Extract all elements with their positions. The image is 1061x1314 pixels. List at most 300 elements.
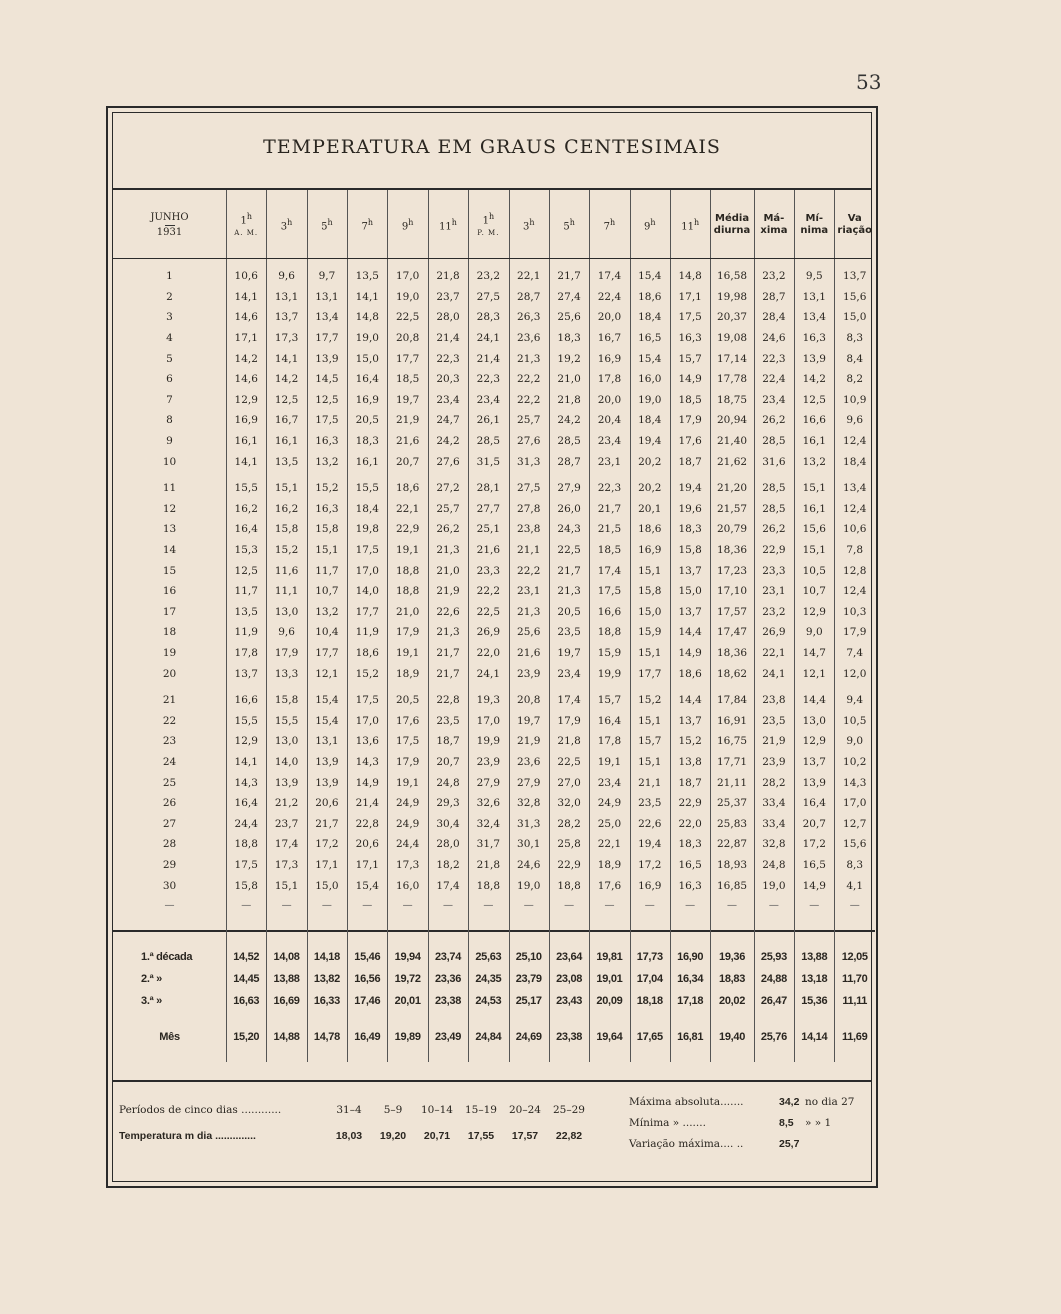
stat-label: Variação máxima.... .. <box>629 1138 744 1150</box>
value-cell: 26,0 <box>557 502 581 515</box>
summary-value: 19,81 <box>596 950 623 963</box>
value-cell: 31,5 <box>476 455 501 468</box>
value-cell: 28,5 <box>762 502 786 515</box>
header-hour-suffix: h <box>287 217 293 227</box>
table-row <box>113 581 875 602</box>
value-cell: 27,0 <box>557 776 581 789</box>
header-divider <box>112 258 872 259</box>
value-cell: 16,75 <box>717 735 748 748</box>
value-cell: 18,6 <box>355 646 379 659</box>
value-cell: 20,8 <box>517 694 541 707</box>
value-cell: 17,0 <box>395 270 420 283</box>
value-cell: 21,4 <box>355 797 379 810</box>
value-cell: 23,5 <box>762 714 786 727</box>
value-cell: 17,78 <box>717 373 748 386</box>
table-row <box>113 663 875 684</box>
dash-cell: — <box>768 900 779 912</box>
value-cell: 21,57 <box>717 502 748 515</box>
value-cell: 22,4 <box>762 373 786 386</box>
value-cell: 22,3 <box>436 352 460 365</box>
value-cell: 27,6 <box>436 455 460 468</box>
value-cell: 17,4 <box>557 694 581 707</box>
summary-value: 11,11 <box>842 994 868 1007</box>
value-cell: 20,6 <box>355 838 379 851</box>
value-cell: 27,7 <box>476 502 501 515</box>
value-cell: 12,5 <box>802 393 826 406</box>
header-hour-10 <box>589 192 629 258</box>
summary-value: 25,63 <box>475 950 502 963</box>
value-cell: 22,0 <box>678 817 702 830</box>
value-cell: 22,2 <box>517 564 541 577</box>
header-hour-suffix: h <box>451 217 457 227</box>
value-cell: 15,0 <box>355 352 379 365</box>
spacer-top-cell <box>113 258 875 266</box>
page-number: 53 <box>856 70 882 94</box>
header-hour-4 <box>347 192 387 258</box>
month-value: 14,14 <box>801 1030 828 1043</box>
value-cell: 13,1 <box>315 735 339 748</box>
header-hour-value: 5 <box>563 221 570 233</box>
value-cell: 28,2 <box>762 776 786 789</box>
value-cell: 15,1 <box>274 482 299 495</box>
value-cell: 24,3 <box>557 523 581 536</box>
value-cell: 12,0 <box>843 667 867 680</box>
value-cell: 13,4 <box>843 482 867 495</box>
period-value: 5–9 <box>383 1104 403 1116</box>
dash-cell: — <box>727 900 738 912</box>
value-cell: 15,1 <box>802 544 826 557</box>
value-cell: 22,0 <box>476 646 501 659</box>
day-cell: 15 <box>162 564 177 577</box>
table-row <box>113 813 875 834</box>
period-temperature: 22,82 <box>555 1130 583 1142</box>
summary-value: 23,08 <box>556 972 583 985</box>
day-cell: 14 <box>162 544 177 557</box>
summary-value: 14,18 <box>313 950 340 963</box>
value-cell: 15,1 <box>274 879 299 892</box>
column-rule <box>710 190 711 1062</box>
value-cell: 12,1 <box>802 667 826 680</box>
column-rule <box>589 190 590 1062</box>
summary-value: 19,01 <box>596 972 623 985</box>
column-rule <box>307 190 308 1062</box>
value-cell: 16,2 <box>274 502 299 515</box>
value-cell: 19,1 <box>395 544 420 557</box>
header-variacao-line1: Va <box>847 213 862 224</box>
value-cell: 14,9 <box>678 373 702 386</box>
value-cell: 21,8 <box>476 858 501 871</box>
value-cell: 19,7 <box>517 714 541 727</box>
temperature-table-body <box>113 258 875 1062</box>
value-cell: 17,4 <box>597 564 622 577</box>
value-cell: 18,93 <box>717 858 748 871</box>
value-cell: 19,4 <box>638 435 662 448</box>
header-hour-suffix: h <box>693 217 700 227</box>
value-cell: 13,7 <box>678 605 702 618</box>
value-cell: 10,4 <box>315 626 339 639</box>
header-media-line2: diurna <box>713 225 751 236</box>
value-cell: 20,5 <box>355 414 379 427</box>
value-cell: 24,1 <box>762 667 786 680</box>
value-cell: 21,7 <box>597 502 622 515</box>
value-cell: 20,5 <box>395 694 420 707</box>
header-variacao-line2: riação <box>837 225 873 236</box>
value-cell: 21,11 <box>717 776 748 789</box>
value-cell: 13,2 <box>802 455 826 468</box>
dash-cell: — <box>604 900 615 912</box>
value-cell: 11,9 <box>355 626 379 639</box>
day-cell: 29 <box>162 858 177 871</box>
value-cell: 17,9 <box>557 714 581 727</box>
value-cell: 26,2 <box>762 414 786 427</box>
header-hour-3 <box>307 192 347 258</box>
value-cell: 16,4 <box>802 797 826 810</box>
summary-value: 13,18 <box>801 972 828 985</box>
value-cell: 22,2 <box>476 585 501 598</box>
dash-cell: — <box>443 900 453 912</box>
value-cell: 21,7 <box>557 564 581 577</box>
header-hour-value: 1 <box>482 215 489 227</box>
period-temperature: 17,57 <box>511 1130 539 1142</box>
value-cell: 23,1 <box>517 585 541 598</box>
value-cell: 14,4 <box>678 626 702 639</box>
value-cell: 23,5 <box>436 714 460 727</box>
dash-cell: — <box>809 900 820 912</box>
header-hour-period: A. M. <box>234 229 259 238</box>
value-cell: 14,1 <box>234 290 258 303</box>
value-cell: 20,0 <box>597 393 622 406</box>
value-cell: 21,3 <box>557 585 581 598</box>
summary-spacer <box>113 931 875 946</box>
value-cell: 10,3 <box>843 605 867 618</box>
value-cell: 15,8 <box>678 544 702 557</box>
value-cell: 27,5 <box>517 482 541 495</box>
header-hour-6 <box>428 192 468 258</box>
value-cell: 21,9 <box>762 735 786 748</box>
value-cell: 14,8 <box>678 270 702 283</box>
value-cell: 20,7 <box>395 455 420 468</box>
value-cell: 16,4 <box>234 797 258 810</box>
value-cell: 11,9 <box>234 626 258 639</box>
summary-value: 25,10 <box>515 950 542 963</box>
day-cell: 30 <box>162 879 177 892</box>
day-cell: 18 <box>162 626 177 639</box>
day-cell: 20 <box>162 667 177 680</box>
value-cell: 18,5 <box>678 393 702 406</box>
value-cell: 21,7 <box>436 667 460 680</box>
value-cell: 12,5 <box>274 393 299 406</box>
value-cell: 24,9 <box>395 817 420 830</box>
value-cell: 15,0 <box>843 311 867 324</box>
summary-row <box>113 946 875 968</box>
value-cell: 13,7 <box>802 755 826 768</box>
value-cell: 18,8 <box>234 838 258 851</box>
value-cell: 21,2 <box>274 797 299 810</box>
value-cell: 23,6 <box>517 755 541 768</box>
summary-value: 15,46 <box>354 950 381 963</box>
summary-value: 19,94 <box>394 950 421 963</box>
header-hour-value: 7 <box>603 221 611 233</box>
day-cell: 11 <box>162 482 177 495</box>
value-cell: 9,7 <box>318 270 336 283</box>
table-row <box>113 643 875 664</box>
value-cell: 18,62 <box>717 667 748 680</box>
value-cell: 24,8 <box>762 858 786 871</box>
value-cell: 16,9 <box>638 879 662 892</box>
value-cell: 24,9 <box>597 797 622 810</box>
month-value: 11,69 <box>842 1030 868 1043</box>
value-cell: 15,8 <box>234 879 258 892</box>
value-cell: 32,8 <box>762 838 786 851</box>
month-value: 16,49 <box>354 1030 381 1043</box>
header-media <box>710 192 753 258</box>
value-cell: 21,3 <box>517 605 541 618</box>
value-cell: 17,2 <box>638 858 662 871</box>
value-cell: 10,7 <box>802 585 826 598</box>
bottom-spacer-cell <box>113 1048 875 1062</box>
value-cell: 19,7 <box>557 646 581 659</box>
value-cell: 22,6 <box>436 605 460 618</box>
column-rule <box>670 190 671 1062</box>
header-media-line1: Média <box>715 213 750 224</box>
value-cell: 18,5 <box>597 544 622 557</box>
value-cell: 23,4 <box>597 435 622 448</box>
value-cell: 22,1 <box>395 502 420 515</box>
value-cell: 15,4 <box>638 352 662 365</box>
summary-value: 19,36 <box>719 950 746 963</box>
value-cell: 15,7 <box>597 694 622 707</box>
value-cell: 13,3 <box>274 667 299 680</box>
summary-value: 20,01 <box>394 994 421 1007</box>
value-cell: 17,6 <box>597 879 622 892</box>
month-value: 19,64 <box>596 1030 623 1043</box>
value-cell: 13,0 <box>274 605 299 618</box>
value-cell: 24,1 <box>476 667 501 680</box>
value-cell: 22,9 <box>678 797 702 810</box>
value-cell: 14,7 <box>802 646 826 659</box>
value-cell: 21,1 <box>517 544 541 557</box>
table-row <box>113 793 875 814</box>
value-cell: 13,9 <box>802 352 826 365</box>
value-cell: 22,2 <box>517 393 541 406</box>
header-minima-line1: Mí- <box>805 213 824 224</box>
value-cell: 13,1 <box>802 290 826 303</box>
value-cell: 12,8 <box>843 564 867 577</box>
table-row <box>113 710 875 731</box>
table-row <box>113 499 875 520</box>
value-cell: 19,0 <box>762 879 786 892</box>
value-cell: 7,4 <box>846 646 864 659</box>
day-cell: 6 <box>166 373 173 386</box>
header-month: JUNHO <box>150 211 189 223</box>
value-cell: 21,5 <box>597 523 622 536</box>
summary-value: 23,36 <box>434 972 462 985</box>
value-cell: 26,9 <box>762 626 786 639</box>
table-row <box>113 451 875 472</box>
value-cell: 23,5 <box>557 626 581 639</box>
value-cell: 22,3 <box>476 373 501 386</box>
value-cell: 28,5 <box>762 482 786 495</box>
value-cell: 18,4 <box>638 311 662 324</box>
summary-value: 12,05 <box>841 950 868 963</box>
summary-value: 16,90 <box>677 950 704 963</box>
value-cell: 30,1 <box>517 838 541 851</box>
value-cell: 17,1 <box>355 858 379 871</box>
summary-value: 25,17 <box>515 994 542 1007</box>
value-cell: 17,0 <box>843 797 867 810</box>
value-cell: 22,5 <box>476 605 501 618</box>
value-cell: 26,2 <box>436 523 460 536</box>
value-cell: 18,6 <box>395 482 420 495</box>
value-cell: 20,2 <box>638 455 662 468</box>
value-cell: 17,10 <box>717 585 748 598</box>
value-cell: 17,57 <box>717 605 748 618</box>
table-row <box>113 622 875 643</box>
value-cell: 16,6 <box>234 694 258 707</box>
value-cell: 17,7 <box>355 605 379 618</box>
value-cell: 16,9 <box>234 414 258 427</box>
summary-value: 17,73 <box>636 950 663 963</box>
value-cell: 15,1 <box>638 564 662 577</box>
value-cell: 12,5 <box>234 564 258 577</box>
value-cell: 27,9 <box>517 776 541 789</box>
value-cell: 21,1 <box>638 776 662 789</box>
value-cell: 8,3 <box>846 332 864 345</box>
column-rule <box>630 190 631 1062</box>
value-cell: 15,4 <box>315 694 339 707</box>
header-hour-7 <box>468 192 508 258</box>
value-cell: 12,4 <box>843 435 867 448</box>
summary-value: 18,18 <box>636 994 663 1007</box>
value-cell: 8,2 <box>846 373 864 386</box>
summary-value: 20,02 <box>719 994 746 1007</box>
month-value: 14,88 <box>273 1030 300 1043</box>
value-cell: 29,3 <box>436 797 460 810</box>
day-cell: 9 <box>166 435 173 448</box>
value-cell: 14,2 <box>274 373 299 386</box>
value-cell: 20,7 <box>802 817 826 830</box>
value-cell: 23,1 <box>762 585 786 598</box>
day-cell: 13 <box>162 523 177 536</box>
header-hour-suffix: h <box>408 217 414 227</box>
summary-value: 23,43 <box>556 994 583 1007</box>
value-cell: 16,1 <box>355 455 379 468</box>
value-cell: 19,6 <box>678 502 702 515</box>
header-minima <box>794 192 834 258</box>
value-cell: 33,4 <box>762 817 786 830</box>
value-cell: 27,9 <box>557 482 581 495</box>
value-cell: 16,3 <box>315 502 339 515</box>
day-cell: 21 <box>162 694 177 707</box>
period-value: 10–14 <box>421 1104 453 1116</box>
value-cell: 28,7 <box>557 455 581 468</box>
value-cell: 20,37 <box>717 311 748 324</box>
value-cell: 15,2 <box>355 667 379 680</box>
value-cell: 16,85 <box>717 879 748 892</box>
table-row <box>113 690 875 711</box>
value-cell: 17,9 <box>843 626 867 639</box>
value-cell: 16,91 <box>717 714 748 727</box>
column-rule <box>468 190 469 1062</box>
value-cell: 24,1 <box>476 332 501 345</box>
value-cell: 19,4 <box>678 482 702 495</box>
value-cell: 21,6 <box>476 544 501 557</box>
month-value: 14,78 <box>313 1030 340 1043</box>
value-cell: 20,94 <box>717 414 748 427</box>
value-cell: 14,2 <box>234 352 258 365</box>
value-cell: 22,1 <box>597 838 622 851</box>
value-cell: 24,6 <box>517 858 541 871</box>
value-cell: 15,2 <box>678 735 702 748</box>
value-cell: 16,7 <box>274 414 299 427</box>
value-cell: 21,4 <box>476 352 501 365</box>
value-cell: 23,9 <box>476 755 501 768</box>
value-cell: 13,1 <box>315 290 339 303</box>
value-cell: 19,1 <box>395 646 420 659</box>
value-cell: 14,1 <box>234 455 258 468</box>
header-hour-suffix: h <box>650 217 656 227</box>
period-value: 25–29 <box>553 1104 585 1116</box>
value-cell: 19,9 <box>597 667 622 680</box>
value-cell: 15,1 <box>638 646 662 659</box>
value-cell: 24,4 <box>234 817 258 830</box>
value-cell: 22,87 <box>717 838 748 851</box>
value-cell: 15,9 <box>638 626 662 639</box>
value-cell: 20,4 <box>597 414 622 427</box>
value-cell: 9,5 <box>805 270 823 283</box>
header-month-year <box>113 192 226 258</box>
value-cell: 17,5 <box>597 585 622 598</box>
value-cell: 18,7 <box>678 776 702 789</box>
value-cell: 15,6 <box>843 290 867 303</box>
value-cell: 20,2 <box>638 482 662 495</box>
period-value: 20–24 <box>509 1104 541 1116</box>
summary-row <box>113 968 875 990</box>
value-cell: 21,7 <box>557 270 581 283</box>
header-hour-12 <box>670 192 710 258</box>
value-cell: 20,6 <box>315 797 339 810</box>
value-cell: 22,4 <box>597 290 622 303</box>
value-cell: 13,9 <box>315 776 339 789</box>
value-cell: 18,4 <box>843 455 867 468</box>
summary-value: 11,70 <box>842 972 868 985</box>
value-cell: 14,9 <box>678 646 702 659</box>
value-cell: 23,2 <box>762 270 786 283</box>
value-cell: 18,8 <box>597 626 622 639</box>
value-cell: 25,6 <box>557 311 581 324</box>
value-cell: 17,0 <box>476 714 501 727</box>
value-cell: 14,4 <box>802 694 826 707</box>
day-cell: 17 <box>162 605 177 618</box>
value-cell: 16,0 <box>395 879 420 892</box>
stat-note: no dia 27 <box>805 1096 855 1108</box>
day-cell: 16 <box>162 585 177 598</box>
value-cell: 17,4 <box>597 270 622 283</box>
value-cell: 18,8 <box>557 879 581 892</box>
value-cell: 14,9 <box>355 776 379 789</box>
day-cell: 19 <box>162 646 177 659</box>
value-cell: 17,84 <box>717 694 748 707</box>
value-cell: 28,0 <box>436 838 460 851</box>
column-rule <box>428 190 429 1062</box>
table-row <box>113 731 875 752</box>
value-cell: 18,7 <box>436 735 460 748</box>
table-row <box>113 560 875 581</box>
value-cell: 18,36 <box>717 544 748 557</box>
value-cell: 16,1 <box>234 435 258 448</box>
column-rule <box>834 190 835 1062</box>
day-cell: 7 <box>166 393 173 406</box>
